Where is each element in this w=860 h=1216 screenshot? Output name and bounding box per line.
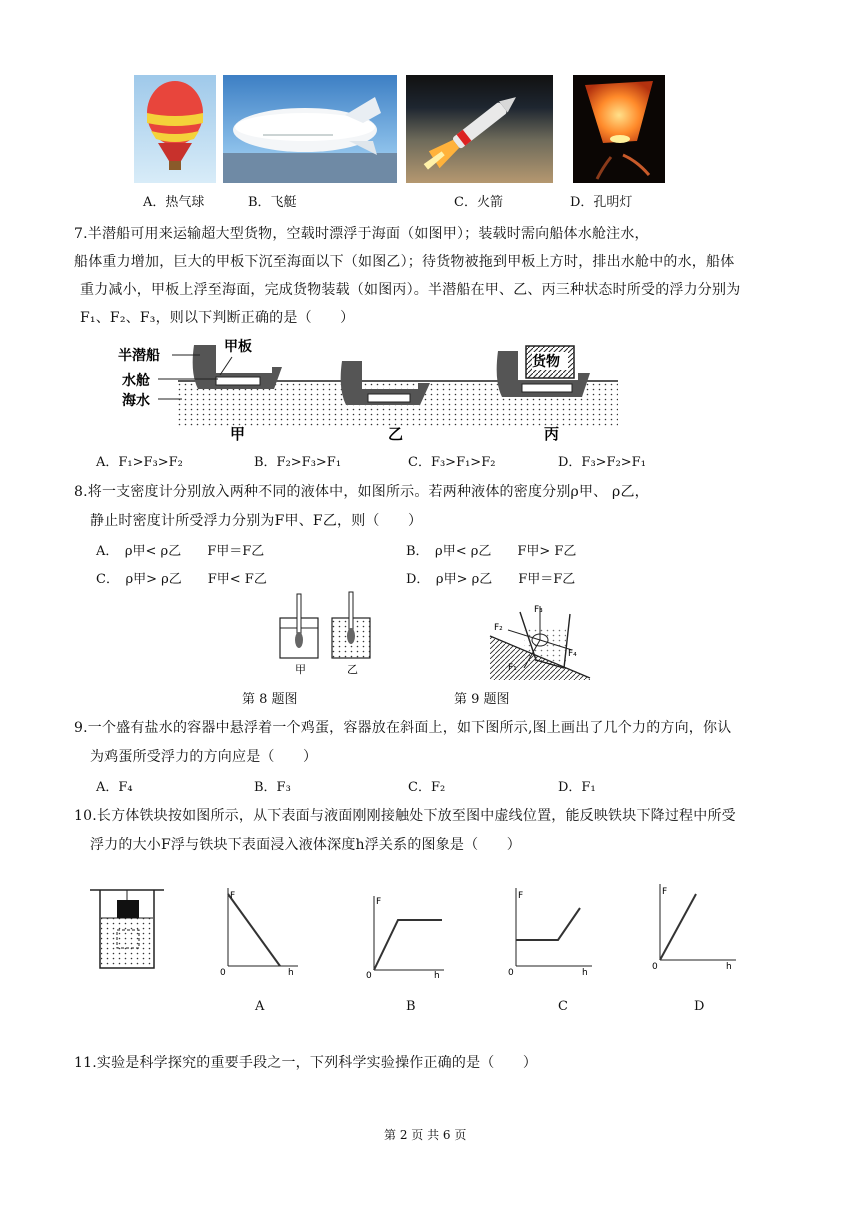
q8-caption: 第 8 题图 bbox=[242, 692, 298, 707]
kongming-lantern-image bbox=[573, 75, 665, 183]
q8-option-b: B． ρ甲< ρ乙 F甲> F乙 bbox=[406, 544, 577, 559]
q9-caption: 第 9 题图 bbox=[454, 692, 510, 707]
rocket-image bbox=[406, 75, 553, 183]
q7-line-3: 重力减小，甲板上浮至海面，完成货物装载（如图丙）。半潜船在甲、乙、丙三种状态时所受的浮力分别为 bbox=[80, 282, 741, 298]
graph-c-y: F bbox=[518, 891, 524, 901]
graph-c bbox=[506, 884, 596, 976]
graph-b bbox=[364, 890, 446, 978]
label-ship: 半潜船 bbox=[118, 348, 160, 364]
airship-image bbox=[223, 75, 397, 183]
q8-line-1: 8.将一支密度计分别放入两种不同的液体中，如图所示。若两种液体的密度分别ρ甲、 ρ乙， bbox=[74, 484, 649, 500]
q6-option-d: D．孔明灯 bbox=[570, 195, 633, 210]
q9-fig-f1: F₁ bbox=[508, 663, 517, 673]
graph-d-y: F bbox=[662, 887, 668, 897]
graph-b-x: h bbox=[434, 971, 440, 978]
page-footer: 第 2 页 共 6 页 bbox=[384, 1128, 467, 1142]
q8-fig-jia: 甲 bbox=[295, 663, 306, 676]
graph-b-origin: 0 bbox=[366, 971, 372, 978]
graph-a-y: F bbox=[230, 891, 236, 901]
iron-block-container-figure bbox=[88, 882, 166, 972]
q9-option-c: C．F₂ bbox=[408, 780, 446, 795]
q6-option-a: A．热气球 bbox=[143, 195, 205, 210]
label-tank: 水舱 bbox=[122, 373, 150, 389]
q9-line-1: 9.一个盛有盐水的容器中悬浮着一个鸡蛋，容器放在斜面上，如下图所示,图上画出了几个力的方向，你认 bbox=[74, 720, 732, 736]
graph-a-origin: 0 bbox=[220, 968, 226, 976]
q9-fig-f4: F₄ bbox=[568, 649, 577, 659]
q7-option-c: C．F₃>F₁>F₂ bbox=[408, 455, 496, 470]
q9-fig-f3: F₃ bbox=[534, 605, 543, 615]
graph-a-x: h bbox=[288, 968, 294, 976]
hot-air-balloon-image bbox=[134, 75, 216, 183]
q9-option-a: A．F₄ bbox=[96, 780, 133, 795]
q9-option-b: B．F₃ bbox=[254, 780, 291, 795]
q8-option-a: A． ρ甲< ρ乙 F甲＝F乙 bbox=[96, 544, 265, 559]
q7-line-1: 7.半潜船可用来运输超大型货物，空载时漂浮于海面（如图甲）；装载时需向船体水舱注水， bbox=[74, 226, 649, 242]
graph-label-d: D bbox=[694, 999, 705, 1014]
label-yi: 乙 bbox=[388, 425, 404, 443]
label-cargo: 货物 bbox=[532, 354, 560, 370]
semi-submersible-ship-figure bbox=[118, 333, 638, 443]
egg-incline-figure bbox=[480, 594, 598, 680]
q10-line-2: 浮力的大小F浮与铁块下表面浸入液体深度h浮关系的图象是（ ） bbox=[90, 837, 521, 853]
q11-line: 11.实验是科学探究的重要手段之一，下列科学实验操作正确的是（ ） bbox=[74, 1055, 538, 1071]
q7-line-2: 船体重力增加，巨大的甲板下沉至海面以下（如图乙）；待货物被拖到甲板上方时，排出水舱中的水，船体 bbox=[74, 254, 735, 270]
label-deck: 甲板 bbox=[224, 339, 252, 355]
graph-label-c: C bbox=[558, 999, 568, 1014]
q9-option-d: D．F₁ bbox=[558, 780, 596, 795]
graph-c-origin: 0 bbox=[508, 968, 514, 976]
graph-d bbox=[650, 880, 740, 972]
q7-option-b: B．F₂>F₃>F₁ bbox=[254, 455, 342, 470]
label-jia: 甲 bbox=[230, 425, 246, 443]
graph-d-x: h bbox=[726, 962, 732, 972]
graph-d-origin: 0 bbox=[652, 962, 658, 972]
q8-option-d: D． ρ甲> ρ乙 F甲＝F乙 bbox=[406, 572, 576, 587]
q9-line-2: 为鸡蛋所受浮力的方向应是（ ） bbox=[90, 749, 318, 765]
graph-label-a: A bbox=[255, 999, 265, 1014]
graph-label-b: B bbox=[406, 999, 416, 1014]
label-sea: 海水 bbox=[122, 393, 150, 409]
q8-line-2: 静止时密度计所受浮力分别为F甲、F乙，则（ ） bbox=[90, 513, 423, 529]
label-bing: 丙 bbox=[544, 425, 560, 443]
q10-line-1: 10.长方体铁块按如图所示，从下表面与液面刚刚接触处下放至图中虚线位置，能反映铁块下降过程中所受 bbox=[74, 808, 736, 824]
hydrometer-figure bbox=[272, 590, 382, 678]
graph-c-x: h bbox=[582, 968, 588, 976]
graph-b-y: F bbox=[376, 897, 382, 907]
q7-line-4: F₁、F₂、F₃，则以下判断正确的是（ ） bbox=[80, 310, 355, 326]
q8-fig-yi: 乙 bbox=[347, 663, 358, 676]
graph-a bbox=[218, 884, 300, 976]
q6-option-b: B．飞艇 bbox=[248, 195, 297, 210]
q7-option-a: A．F₁>F₃>F₂ bbox=[96, 455, 183, 470]
q8-option-c: C． ρ甲> ρ乙 F甲< F乙 bbox=[96, 572, 267, 587]
q7-option-d: D．F₃>F₂>F₁ bbox=[558, 455, 646, 470]
q9-fig-f2: F₂ bbox=[494, 623, 503, 633]
q6-option-c: C．火箭 bbox=[454, 195, 503, 210]
